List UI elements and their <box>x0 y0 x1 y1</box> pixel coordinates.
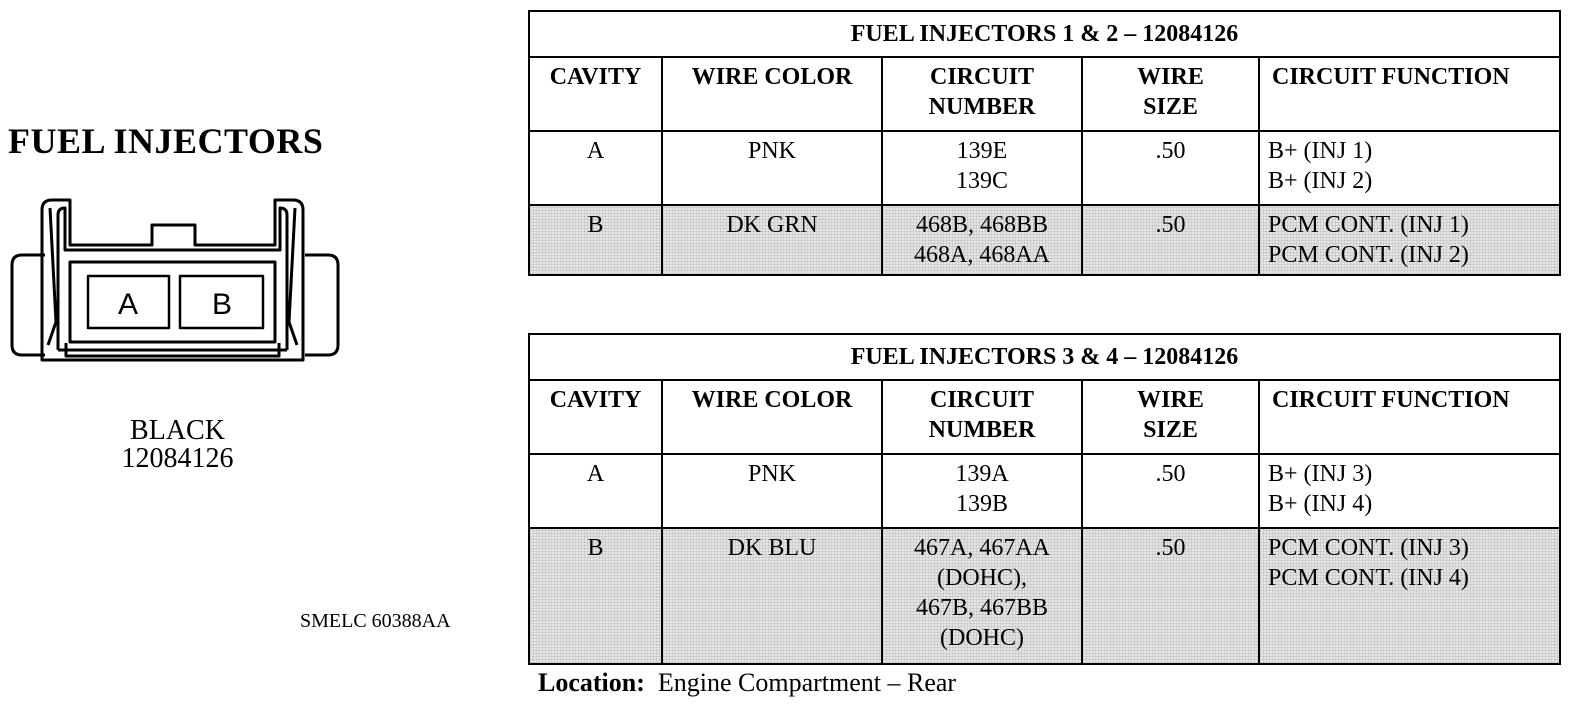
circuit-function-cell: B+ (INJ 1) B+ (INJ 2) <box>1259 131 1560 205</box>
table-title: FUEL INJECTORS 1 & 2 – 12084126 <box>529 11 1560 57</box>
circuit-number-cell: 139E 139C <box>882 131 1082 205</box>
cavity-cell: A <box>529 131 662 205</box>
connector-part-number: 12084126 <box>121 443 234 474</box>
table-row <box>529 528 1560 664</box>
wire-size-cell: .50 <box>1082 454 1259 528</box>
col-cavity: CAVITY <box>529 380 662 454</box>
page-title: FUEL INJECTORS <box>8 121 324 161</box>
wire-size-cell: .50 <box>1082 131 1259 205</box>
pinout-table-injectors-3-4 <box>528 333 1561 665</box>
pinout-table-injectors-1-2 <box>528 10 1561 276</box>
wire-color-cell: DK GRN <box>662 205 882 275</box>
column-header-row <box>529 380 1560 454</box>
cavity-label-a: A <box>117 288 139 321</box>
cavity-cell: A <box>529 454 662 528</box>
circuit-number-cell: 139A 139B <box>882 454 1082 528</box>
location-note <box>538 668 956 698</box>
circuit-number-cell: 468B, 468BB 468A, 468AA <box>882 205 1082 275</box>
cavity-cell: B <box>529 205 662 275</box>
table-row <box>529 131 1560 205</box>
table-row <box>529 205 1560 275</box>
circuit-function-cell: PCM CONT. (INJ 1) PCM CONT. (INJ 2) <box>1259 205 1560 275</box>
table-title: FUEL INJECTORS 3 & 4 – 12084126 <box>529 334 1560 380</box>
column-header-row <box>529 57 1560 131</box>
cavity-label-b: B <box>211 288 233 321</box>
circuit-function-cell: PCM CONT. (INJ 3) PCM CONT. (INJ 4) <box>1259 528 1560 664</box>
wire-size-cell: .50 <box>1082 528 1259 664</box>
location-value: Engine Compartment – Rear <box>657 668 957 697</box>
location-label: Location: <box>538 668 645 697</box>
col-circuit-number: CIRCUIT NUMBER <box>882 57 1082 131</box>
wire-color-cell: DK BLU <box>662 528 882 664</box>
col-circuit-function: CIRCUIT FUNCTION <box>1259 57 1560 131</box>
col-wire-size: WIRE SIZE <box>1082 57 1259 131</box>
table-title-row <box>529 11 1560 57</box>
col-cavity: CAVITY <box>529 57 662 131</box>
wire-color-cell: PNK <box>662 131 882 205</box>
table-title-row <box>529 334 1560 380</box>
table-row <box>529 454 1560 528</box>
col-wire-size: WIRE SIZE <box>1082 380 1259 454</box>
cavity-cell: B <box>529 528 662 664</box>
circuit-function-cell: B+ (INJ 3) B+ (INJ 4) <box>1259 454 1560 528</box>
connector-color: BLACK <box>130 415 225 446</box>
connector-diagram <box>0 190 350 380</box>
col-circuit-number: CIRCUIT NUMBER <box>882 380 1082 454</box>
reference-code: SMELC 60388AA <box>300 610 451 632</box>
wire-color-cell: PNK <box>662 454 882 528</box>
circuit-number-cell: 467A, 467AA (DOHC), 467B, 467BB (DOHC) <box>882 528 1082 664</box>
col-circuit-function: CIRCUIT FUNCTION <box>1259 380 1560 454</box>
col-wire-color: WIRE COLOR <box>662 380 882 454</box>
wire-size-cell: .50 <box>1082 205 1259 275</box>
col-wire-color: WIRE COLOR <box>662 57 882 131</box>
